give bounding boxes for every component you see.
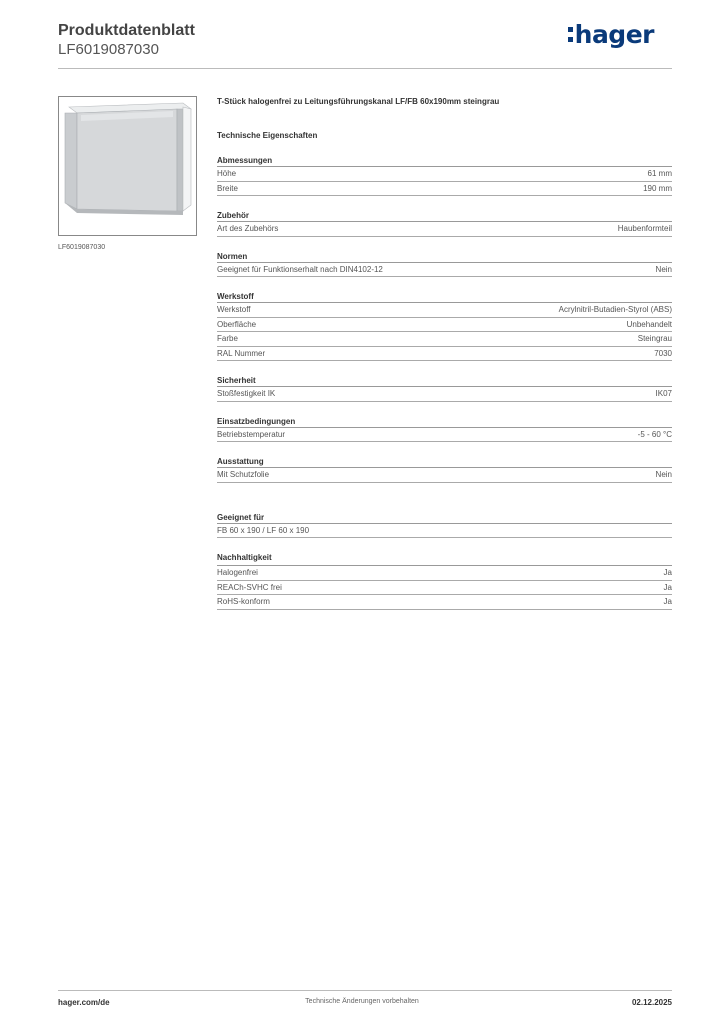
row-value: 7030 xyxy=(654,348,672,358)
footer-website-link[interactable]: hager.com/de xyxy=(58,998,110,1007)
row-label: RoHS-konform xyxy=(217,597,270,606)
row-label: Breite xyxy=(217,183,238,193)
hager-logo xyxy=(568,20,654,49)
row-label: FB 60 x 190 / LF 60 x 190 xyxy=(217,525,310,535)
section-title: Abmessungen xyxy=(217,155,672,167)
table-row xyxy=(217,468,672,483)
row-value: Unbehandelt xyxy=(626,319,672,329)
row-label: Art des Zubehörs xyxy=(217,224,279,233)
section-ausstattung xyxy=(217,456,672,483)
section-zubehoer xyxy=(217,210,672,237)
section-title: Geeignet für xyxy=(217,512,672,524)
row-value: Haubenformteil xyxy=(617,224,672,233)
section-title: Normen xyxy=(217,251,672,263)
row-value: 190 mm xyxy=(643,183,672,193)
section-title: Werkstoff xyxy=(217,291,672,303)
table-row xyxy=(217,167,672,182)
logo-colon-icon xyxy=(568,24,573,46)
section-abmessungen xyxy=(217,155,672,196)
table-row xyxy=(217,182,672,197)
section-sicherheit xyxy=(217,375,672,402)
document-title: Produktdatenblatt xyxy=(58,22,195,39)
section-nachhaltigkeit xyxy=(217,552,672,610)
footer-notice: Technische Änderungen vorbehalten xyxy=(305,998,419,1005)
page-header xyxy=(58,22,672,68)
row-label: Halogenfrei xyxy=(217,568,258,577)
table-row xyxy=(217,595,672,610)
product-description: T-Stück halogenfrei zu Leitungsführungskanal LF/FB 60x190mm steingrau xyxy=(217,97,500,106)
section-title: Zubehör xyxy=(217,210,672,222)
row-value: IK07 xyxy=(655,389,672,398)
row-value: Acrylnitril-Butadien-Styrol (ABS) xyxy=(558,305,672,314)
table-row xyxy=(217,524,672,539)
section-werkstoff xyxy=(217,291,672,361)
section-title: Einsatzbedingungen xyxy=(217,416,672,428)
row-value: 61 mm xyxy=(647,169,672,178)
row-label: Geeignet für Funktionserhalt nach DIN4102-12 xyxy=(217,264,383,274)
footer-date: 02.12.2025 xyxy=(631,998,672,1007)
section-einsatzbedingungen xyxy=(217,416,672,443)
row-value: Nein xyxy=(655,264,672,274)
row-label: Farbe xyxy=(217,334,238,343)
row-label: Oberfläche xyxy=(217,319,257,329)
section-title: Ausstattung xyxy=(217,456,672,468)
tee-piece-illustration xyxy=(59,97,196,235)
row-value: Ja xyxy=(663,568,672,577)
section-title: Sicherheit xyxy=(217,375,672,387)
row-value: Nein xyxy=(655,470,672,479)
row-value: Ja xyxy=(663,597,672,606)
table-row xyxy=(217,428,672,443)
table-row xyxy=(217,566,672,581)
row-label: Mit Schutzfolie xyxy=(217,470,270,479)
row-value: Ja xyxy=(663,582,672,592)
image-caption: LF6019087030 xyxy=(58,244,106,251)
table-row xyxy=(217,387,672,402)
row-value: Steingrau xyxy=(637,334,672,343)
row-label: Höhe xyxy=(217,169,237,178)
table-row xyxy=(217,263,672,278)
table-row xyxy=(217,303,672,318)
row-label: Betriebstemperatur xyxy=(217,429,286,439)
row-label: REACh-SVHC frei xyxy=(217,582,282,592)
product-number: LF6019087030 xyxy=(58,41,159,58)
table-row xyxy=(217,347,672,362)
table-row xyxy=(217,332,672,347)
logo-text: hager xyxy=(574,20,654,49)
section-geeignet-fuer xyxy=(217,512,672,539)
footer-divider xyxy=(58,990,672,991)
product-image xyxy=(58,96,197,236)
table-row xyxy=(217,222,672,237)
header-divider xyxy=(58,68,672,69)
section-title: Nachhaltigkeit xyxy=(217,552,672,566)
technical-properties-heading: Technische Eigenschaften xyxy=(217,131,318,140)
section-normen xyxy=(217,251,672,278)
row-label: Stoßfestigkeit IK xyxy=(217,389,276,398)
table-row xyxy=(217,318,672,333)
product-details xyxy=(217,96,672,610)
row-label: RAL Nummer xyxy=(217,348,266,358)
row-value: -5 - 60 °C xyxy=(637,429,672,439)
table-row xyxy=(217,581,672,596)
row-label: Werkstoff xyxy=(217,305,251,314)
